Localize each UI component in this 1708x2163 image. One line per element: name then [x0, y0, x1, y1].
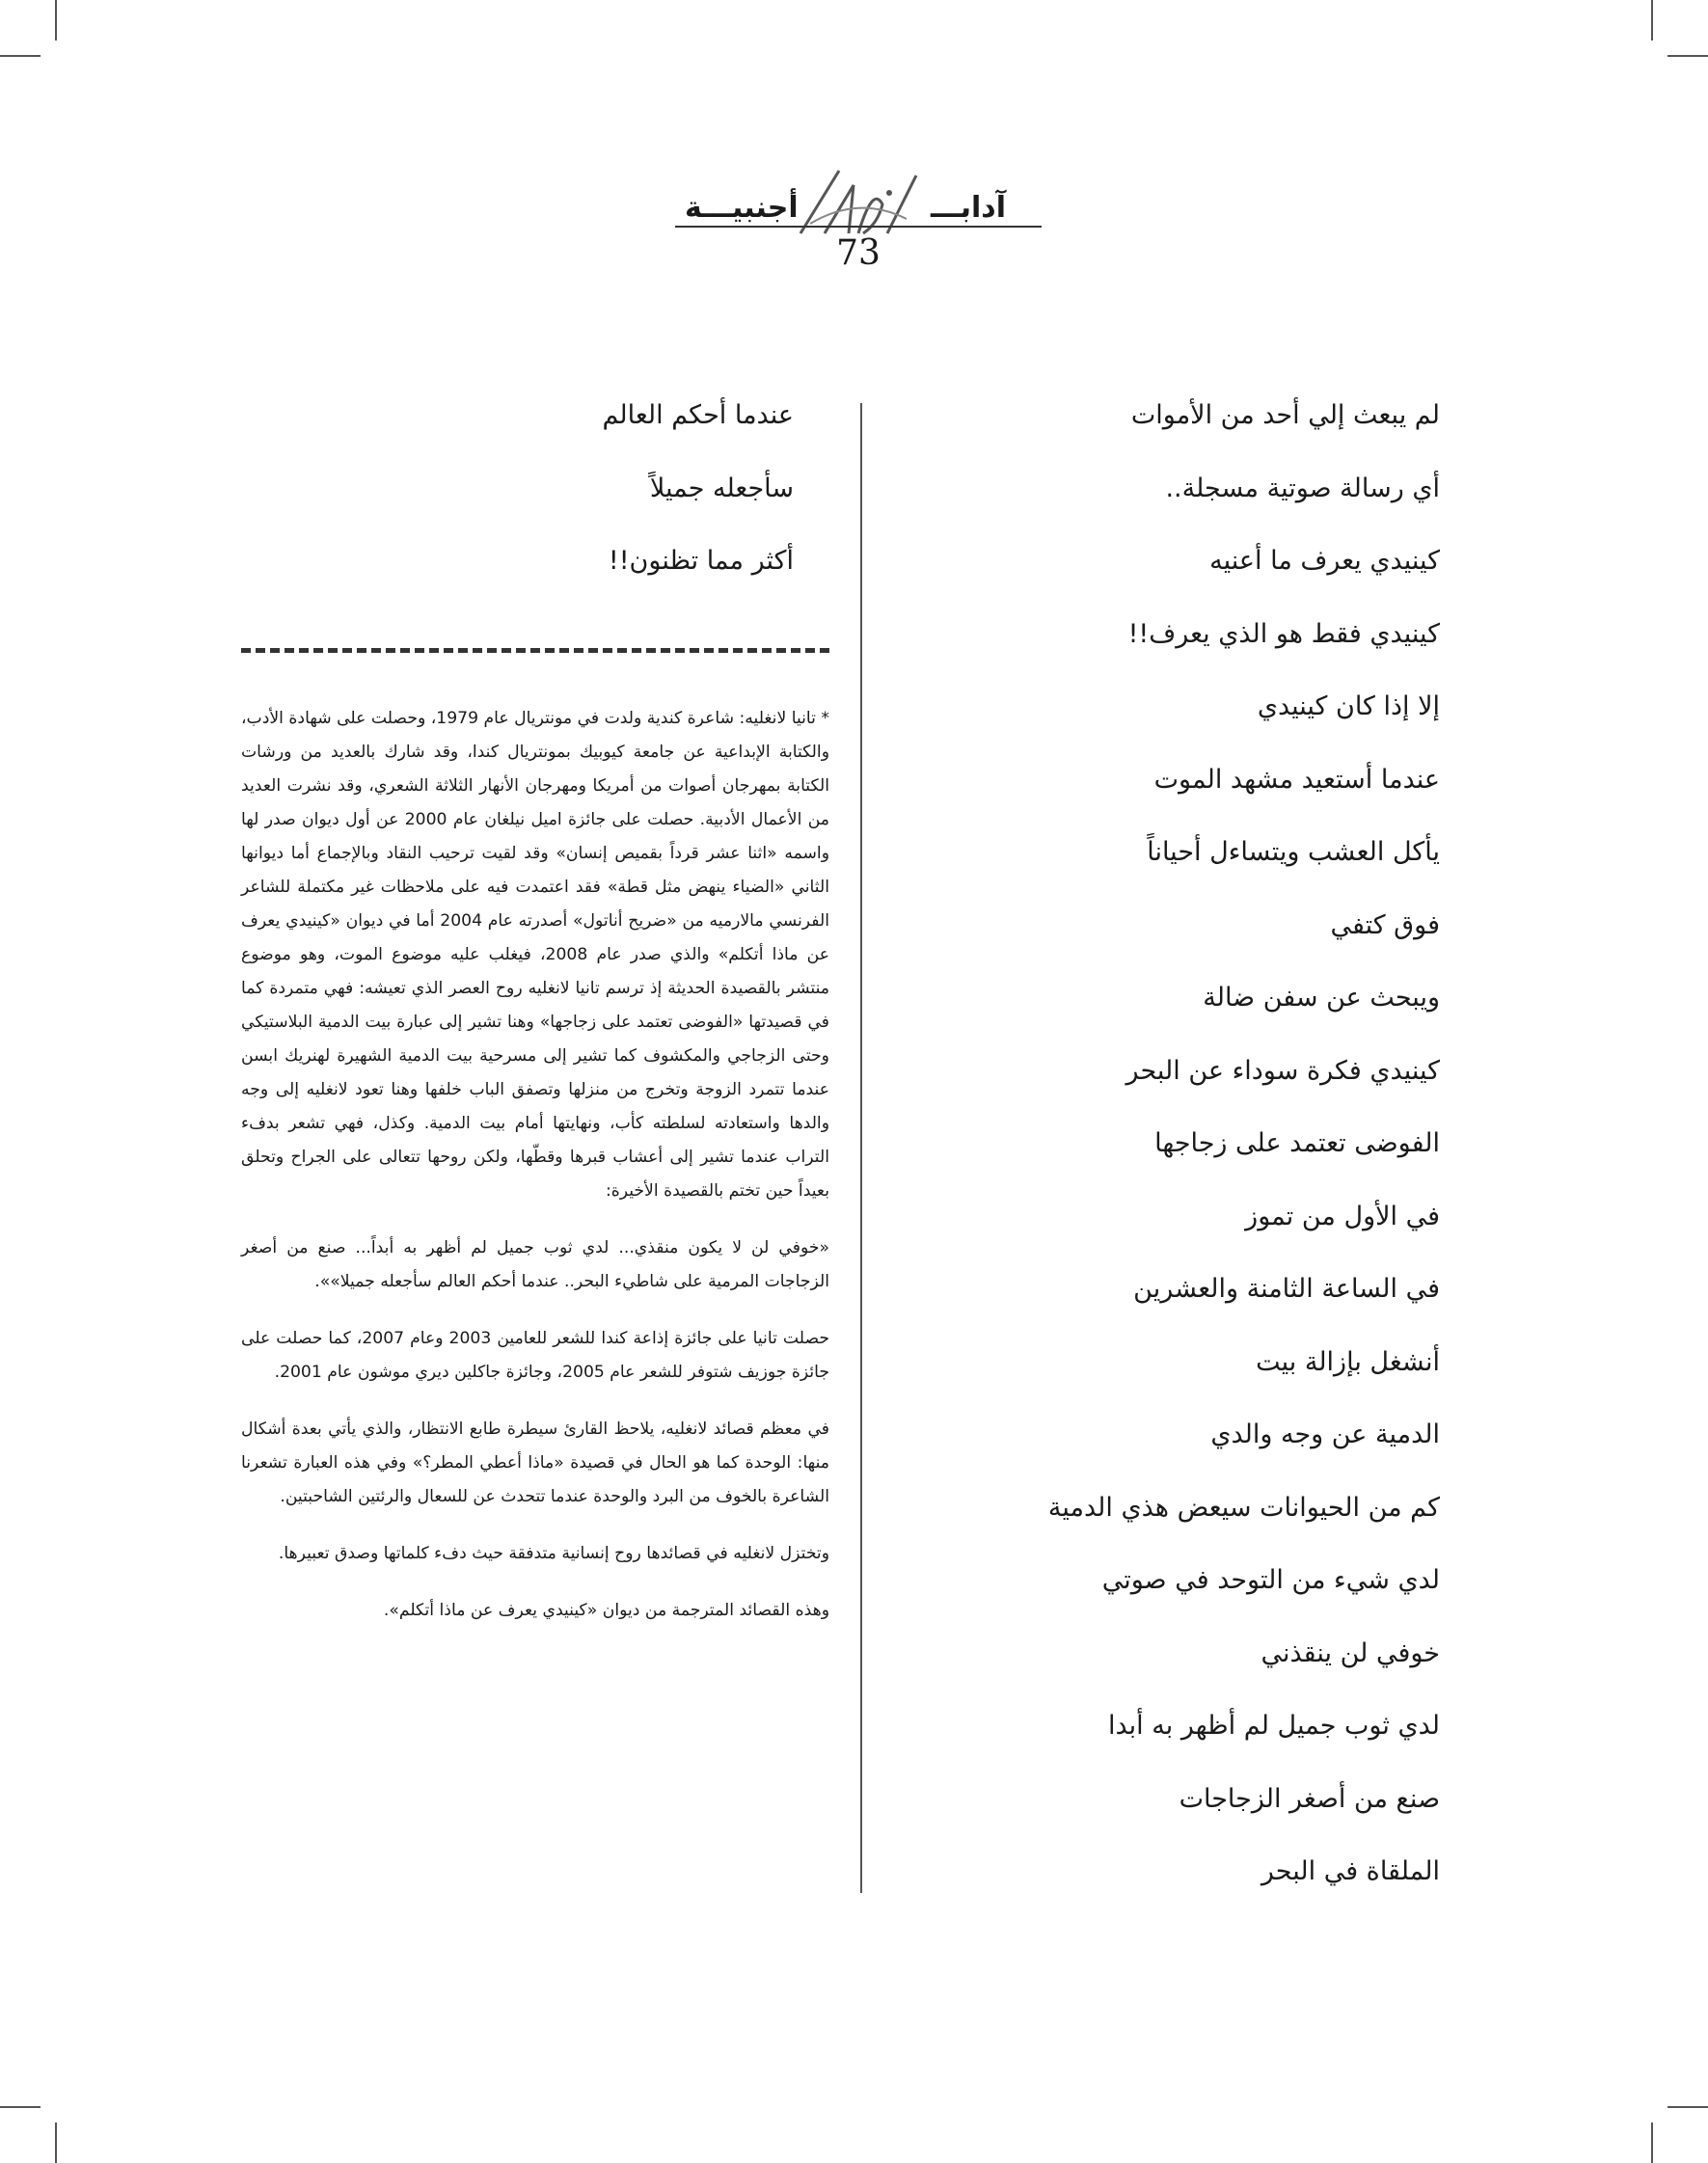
footnote-separator — [241, 648, 829, 653]
header-section-right: آدابـــ — [931, 191, 1006, 225]
crop-mark — [1667, 2106, 1708, 2108]
poem-line: صنع من أصغر الزجاجات — [1179, 1783, 1440, 1814]
header-section-left: أجنبيـــة — [685, 191, 799, 225]
poem-line: خوفي لن ينقذني — [1261, 1637, 1440, 1668]
poem-line: عندما أستعيد مشهد الموت — [1153, 764, 1440, 795]
poem-line: لدي ثوب جميل لم أظهر به أبدا — [1107, 1711, 1440, 1741]
note-paragraph: وهذه القصائد المترجمة من ديوان «كينيدي يعرف عن ماذا أتكلم». — [383, 1601, 829, 1620]
poem-line: الدمية عن وجه والدي — [1210, 1419, 1440, 1449]
poem-line: كينيدي فقط هو الذي يعرف!! — [1127, 618, 1440, 649]
crop-mark — [0, 2106, 41, 2108]
poem-line: أنشغل بإزالة بيت — [1256, 1346, 1440, 1377]
note-paragraph: في معظم قصائد لانغليه، يلاحظ القارئ سيطرة طابع الانتظار، والذي يأتي بعدة أشكال منها: الوحدة كما هو الحال في قصيدة «ماذا أعطي المطر؟» وفي هذه العبارة تشعرنا الشاعرة بالخوف من البرد والوحدة عندما تتحدث عن للسعال والرئتين الشاحبتين. — [241, 1419, 829, 1506]
poem-line: يأكل العشب ويتساءل أحياناً — [1147, 837, 1440, 867]
poem-line: إلا إذا كان كينيدي — [1257, 691, 1440, 721]
poem-line: لم يبعث إلي أحد من الأموات — [1130, 400, 1440, 430]
crop-mark — [1667, 55, 1708, 57]
poem-line: كينيدي فكرة سوداء عن البحر — [1125, 1055, 1440, 1086]
poem-line: كم من الحيوانات سيعض هذي الدمية — [1047, 1492, 1440, 1523]
poem-line: عندما أحكم العالم — [602, 400, 794, 430]
note-paragraph: وتختزل لانغليه في قصائدها روح إنسانية متدفقة حيث دفء كلماتها وصدق تعبيرها. — [278, 1544, 829, 1563]
page-header — [675, 154, 1042, 289]
poem-line: فوق كتفي — [1330, 909, 1440, 940]
crop-mark — [55, 2122, 57, 2163]
crop-mark — [1651, 2122, 1653, 2163]
poem-line: ويبحث عن سفن ضالة — [1203, 983, 1440, 1013]
note-paragraph: «خوفي لن لا يكون منقذي... لدي ثوب جميل لم أظهر به أبداً... صنع من أصغر الزجاجات المرمية على شاطيء البحر.. عندما أحكم العالم سأجعله جميلا»». — [241, 1238, 829, 1291]
poem-line: في الأول من تموز — [1245, 1201, 1440, 1231]
crop-mark — [0, 55, 41, 57]
crop-mark — [1651, 0, 1653, 41]
poem-line: أكثر مما تظنون!! — [608, 546, 794, 576]
crop-mark — [55, 0, 57, 41]
note-paragraph: حصلت تانيا على جائزة إذاعة كندا للشعر للعامين 2003 وعام 2007، كما حصلت على جائزة جوزيف شتوفر للشعر عام 2005، وجائزة جاكلين ديري موشون عام 2001. — [241, 1329, 829, 1382]
column-divider — [860, 403, 862, 1893]
header-rule — [675, 226, 1042, 228]
poem-line: أي رسالة صوتية مسجلة.. — [1165, 473, 1440, 503]
poem-right-column — [765, 393, 1440, 1923]
note-paragraph: * تانيا لانغليه: شاعرة كندية ولدت في مونتريال عام 1979، وحصلت على شهادة الأدب، والكتابة الإبداعية عن جامعة كيوبيك بمونتريال كندا، وقد شارك بالعديد من ورشات الكتابة بمهرجان أصوات من أمريكا ومهرجان الأنهار الثلاثة الشعري، وقد نشرت العديد من الأعمال الأدبية. حصلت على جائزة اميل نيلغان عام 2000 عن أول ديوان صدر لها واسمه «اثنا عشر قرداً بقميص إنسان» وقد لقيت ترحيب النقاد وبالإجماع أما ديوانها الثاني «الضياء ينهض مثل قطة» فقد اعتمدت فيه على ملاحظات غير مكتملة للشاعر الفرنسي مالارميه من «ضريح أناتول» أصدرته عام 2004 أما في ديوان «كينيدي يعرف عن ماذا أتكلم» والذي صدر عام 2008، فيغلب عليه موضوع الموت، وهو موضوع منتشر بالقصيدة الحديثة إذ ترسم تانيا لانغليه روح العصر الذي تعيشه: فهي متمردة كما في قصيدتها «الفوضى تعتمد على زجاجها» وهنا تشير إلى عبارة بيت الدمية البلاستيكي وحتى الزجاجي والمكشوف كما تشير إلى مسرحية بيت الدمية الشهيرة لهنريك ابسن عندما تتمرد الزوجة وتخرج من منزلها وتصفق الباب خلفها وهنا تعود لانغليه إلى وجه والدها واستعادته لسلطته كأب، ونهايتها أمام بيت الدمية. وكذل، فهي تشعر بدفء التراب عندما تشير إلى أعشاب قبرها وقطّها، ولكن روحها تتعالى على الجراح وتحلق بعيداً حين تختم بالقصيدة الأخيرة: — [241, 709, 830, 1201]
page-number: 73 — [836, 233, 881, 273]
author-notes — [241, 702, 829, 1651]
poem-line: سأجعله جميلاً — [649, 473, 794, 503]
poem-left-column — [254, 393, 794, 612]
poem-line: في الساعة الثامنة والعشرين — [1133, 1274, 1440, 1304]
poem-line: كينيدي يعرف ما أعنيه — [1209, 546, 1440, 576]
magazine-logo-icon — [781, 166, 926, 243]
poem-line: الملقاة في البحر — [1261, 1856, 1440, 1886]
poem-line: الفوضى تعتمد على زجاجها — [1154, 1128, 1440, 1158]
poem-line: لدي شيء من التوحد في صوتي — [1101, 1565, 1440, 1595]
